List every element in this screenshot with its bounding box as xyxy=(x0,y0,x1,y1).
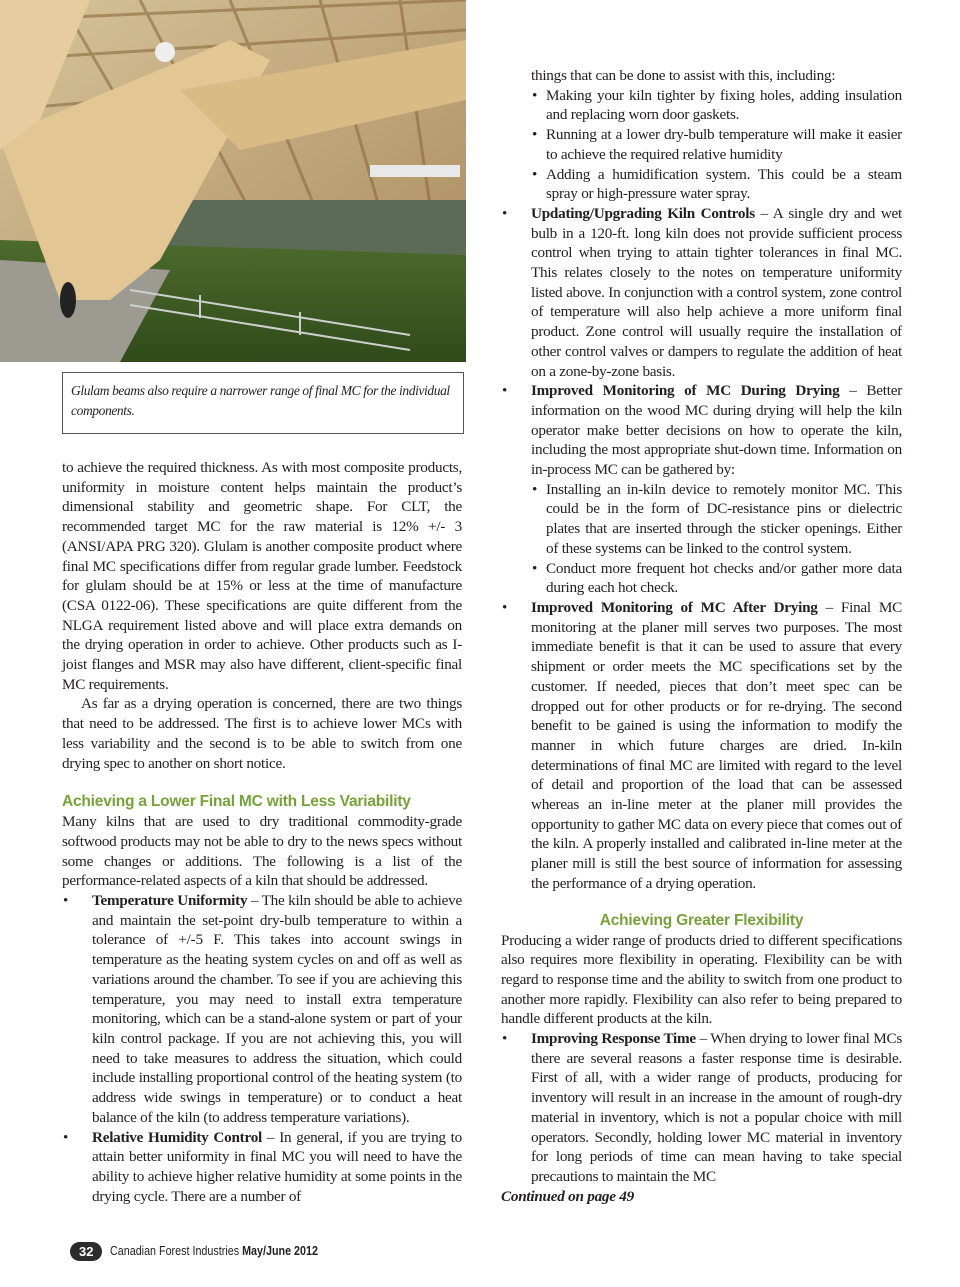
list-item xyxy=(62,1128,462,1207)
issue-date: May/June 2012 xyxy=(242,1244,319,1258)
list-item-term: Improving Response Time xyxy=(531,1030,696,1048)
list-item xyxy=(501,1029,902,1187)
list-item: • Running at a lower dry-bulb temperature will make it easier to achieve the required relative humidity xyxy=(501,125,902,164)
paragraph: Producing a wider range of products dried to different specifications also requires more flexibility in operating. Flexibility can be with regard to response time and the ability to switch from one product to another more rapidly. Flexibility can also refer to being prepared to handle different products at the kiln. xyxy=(501,931,902,1028)
bullet-list xyxy=(62,891,462,1206)
list-item: • Adding a humidification system. This could be a steam spray or high-pressure water spray. xyxy=(501,165,902,204)
sub-bullet-list xyxy=(501,86,902,204)
list-item-text: – The kiln should be able to achieve and maintain the set-point dry-bulb temperature to within a tolerance of +/-5 F. This takes into account swings in temperature as the heating system cycles on and off as well as variations around the chamber. To see if you are achieving this temperature, you may need to install extra temperature monitoring, which can be a stand-alone system or part of your kiln control package. If you are not achieving this, you will need to take measures to address the situation, which could include installing proportional control of the heating system (to address wide swings in temperature) or to conduct a heat balance of the kiln (to address temperature variations). xyxy=(92,892,462,1126)
continued-note: Continued on page 49 xyxy=(501,1187,634,1205)
paragraph: Many kilns that are used to dry traditional commodity-grade softwood products may not be able to dry to the news specs without some changes or additions. The following is a list of the performance-related aspects of a kiln that should be addressed. xyxy=(62,813,462,890)
list-item-term: Improved Monitoring of MC During Drying xyxy=(531,382,840,400)
glulam-arena-photo xyxy=(0,0,466,362)
list-item-text: – A single dry and wet bulb in a 120-ft. long kiln does not provide sufficient process control when trying to attain tighter tolerances in final MC. This relates closely to the notes on temperature uniformity listed above. In conjunction with a control system, zone control of temperature will also help achieve a more uniform final product. Zone control will usually require the installation of other control valves or dampers to regulate the addition of heat on a zone-by-zone basis. xyxy=(531,204,903,380)
right-column xyxy=(501,66,902,1206)
list-item xyxy=(501,204,902,381)
list-item xyxy=(62,891,462,1127)
list-item-text: – When drying to lower final MCs there are several reasons a faster response time is desirable. First of all, with a wider range of products, producing for inventory will result in an increase in the amount of rough-dry material in inventory, which is not a popular choice with mill operators. Secondly, holding lower MC material in inventory for long periods of time can mean having to take special precautions to maintain the MC xyxy=(531,1030,902,1185)
list-item-term: Relative Humidity Control xyxy=(92,1128,263,1146)
list-item: • Making your kiln tighter by fixing holes, adding insulation and replacing worn door gaskets. xyxy=(501,86,902,125)
list-item: • Installing an in-kiln device to remotely monitor MC. This could be in the form of DC-resistance pins or dielectric plates that are inserted through the sticker openings. Either of these systems can be linked to the control system. xyxy=(531,480,902,559)
section-heading: Achieving Greater Flexibility xyxy=(599,911,804,929)
page-footer xyxy=(70,1240,352,1262)
list-item-term: Improved Monitoring of MC After Drying xyxy=(531,598,818,616)
bullet-list xyxy=(501,204,902,894)
paragraph: to achieve the required thickness. As with most composite products, uniformity in moisture content helps maintain the product’s dimensional stability and geometric shape. For CLT, the recommended target MC for the raw material is 12% +/- 3 (ANSI/APA PRG 320). Glulam is another composite product where final MC specifications differ from regular grade lumber. Feedstock for glulam should be at 15% or less at the time of manufacture (CSA 0122-06). These specifications are quite different from the NLGA requirement listed above and will place extra demands on the drying operation in order to achieve. Other products such as I-joist flanges and MSR may also have different, client-specific final MC requirements. xyxy=(62,459,462,693)
photo-illustration xyxy=(0,0,466,362)
list-item-text: – In general, if you are trying to attain better uniformity in final MC you will need to have the ability to achieve higher relative humidity at some points in the drying cycle. There are a number of xyxy=(92,1128,462,1205)
paragraph: As far as a drying operation is concerned, there are two things that need to be addressed. The first is to achieve lower MCs with less variability and the second is to be able to switch from one drying spec to another on short notice. xyxy=(62,695,462,772)
list-item-text: – Better information on the wood MC during drying will help the kiln operator make better decisions on how to operate the kiln, including the most appropriate shut-down time. Information on in-process MC can be gathered by: xyxy=(531,382,902,479)
sub-bullet-list xyxy=(531,480,902,598)
section-heading: Achieving a Lower Final MC with Less Variability xyxy=(62,793,411,811)
paragraph: things that can be done to assist with this, including: xyxy=(531,67,836,84)
photo-caption: Glulam beams also require a narrower range of final MC for the individual components. xyxy=(62,372,464,434)
left-column xyxy=(62,458,462,1206)
page-number: 32 xyxy=(70,1242,102,1261)
list-item-text: – Final MC monitoring at the planer mill serves two purposes. The most immediate benefit is that it can be used to assure that every shipment or order meets the MC specifications set by the customer. If needed, pieces that don’t meet spec can be dropped out for other products or for re-drying. The second benefit to be gained is using the information to modify the manner in which future charges are dried. In-kiln determinations of final MC are limited with regard to the level of detail and proportion of the load that can be assessed whereas an in-line meter at the planer mill provides the opportunity to gather MC data on every piece that comes out of the kiln. A properly installed and calibrated in-line meter at the planer mill is still the best source of information for assessing the performance of a drying operation. xyxy=(531,598,902,892)
bullet-list xyxy=(501,1029,902,1187)
list-item xyxy=(501,381,902,598)
magazine-info xyxy=(110,1244,318,1258)
magazine-title: Canadian Forest Industries xyxy=(110,1244,240,1258)
list-item-term: Updating/Upgrading Kiln Controls xyxy=(531,204,755,222)
list-item xyxy=(501,598,902,894)
list-item-term: Temperature Uniformity xyxy=(92,892,248,910)
list-item: • Conduct more frequent hot checks and/or gather more data during each hot check. xyxy=(531,559,902,598)
